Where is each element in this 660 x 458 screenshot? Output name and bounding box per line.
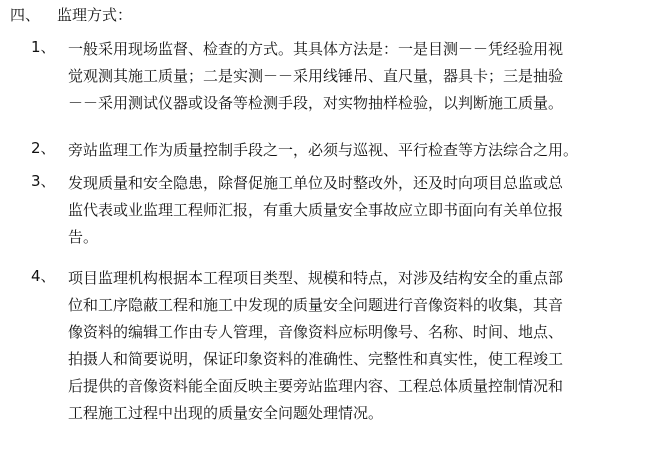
item-text	[68, 137, 628, 164]
item-text	[68, 36, 628, 117]
item-text	[68, 170, 628, 251]
item-number: 1、	[31, 38, 56, 56]
text-line: －－采用测试仪器或设备等检测手段，对实物抽样检验，以判断施工质量。	[68, 94, 564, 112]
text-line: 觉观测其施工质量；二是实测－－采用线锤吊、直尺量，器具卡；三是抽验	[68, 67, 564, 85]
item-number: 4、	[31, 267, 56, 285]
item-number: 3、	[31, 172, 56, 190]
text-line: 监代表或业监理工程师汇报，有重大质量安全事故应立即书面向有关单位报	[68, 201, 564, 219]
item-text	[68, 265, 628, 427]
text-line: 项目监理机构根据本工程项目类型、规模和特点，对涉及结构安全的重点部	[68, 269, 564, 287]
text-line: 像资料的编辑工作由专人管理，音像资料应标明像号、名称、时间、地点、	[68, 323, 564, 341]
text-line: 后提供的音像资料能全面反映主要旁站监理内容、工程总体质量控制情况和	[68, 377, 564, 395]
text-line: 拍摄人和简要说明，保证印象资料的准确性、完整性和真实性，使工程竣工	[68, 350, 564, 368]
text-line: 一般采用现场监督、检查的方式。其具体方法是：一是目测－－凭经验用视	[68, 40, 564, 58]
section-number: 四、	[10, 6, 41, 24]
text-line: 工程施工过程中出现的质量安全问题处理情况。	[68, 404, 384, 422]
text-line: 旁站监理工作为质量控制手段之一，必须与巡视、平行检查等方法综合之用。	[68, 141, 579, 159]
text-line: 告。	[68, 228, 99, 246]
item-number: 2、	[31, 139, 56, 157]
section-heading	[10, 4, 132, 26]
section-title: 监理方式：	[57, 6, 133, 24]
text-line: 位和工序隐蔽工程和施工中发现的质量安全问题进行音像资料的收集，其音	[68, 296, 564, 314]
text-line: 发现质量和安全隐患，除督促施工单位及时整改外，还及时向项目总监或总	[68, 174, 564, 192]
